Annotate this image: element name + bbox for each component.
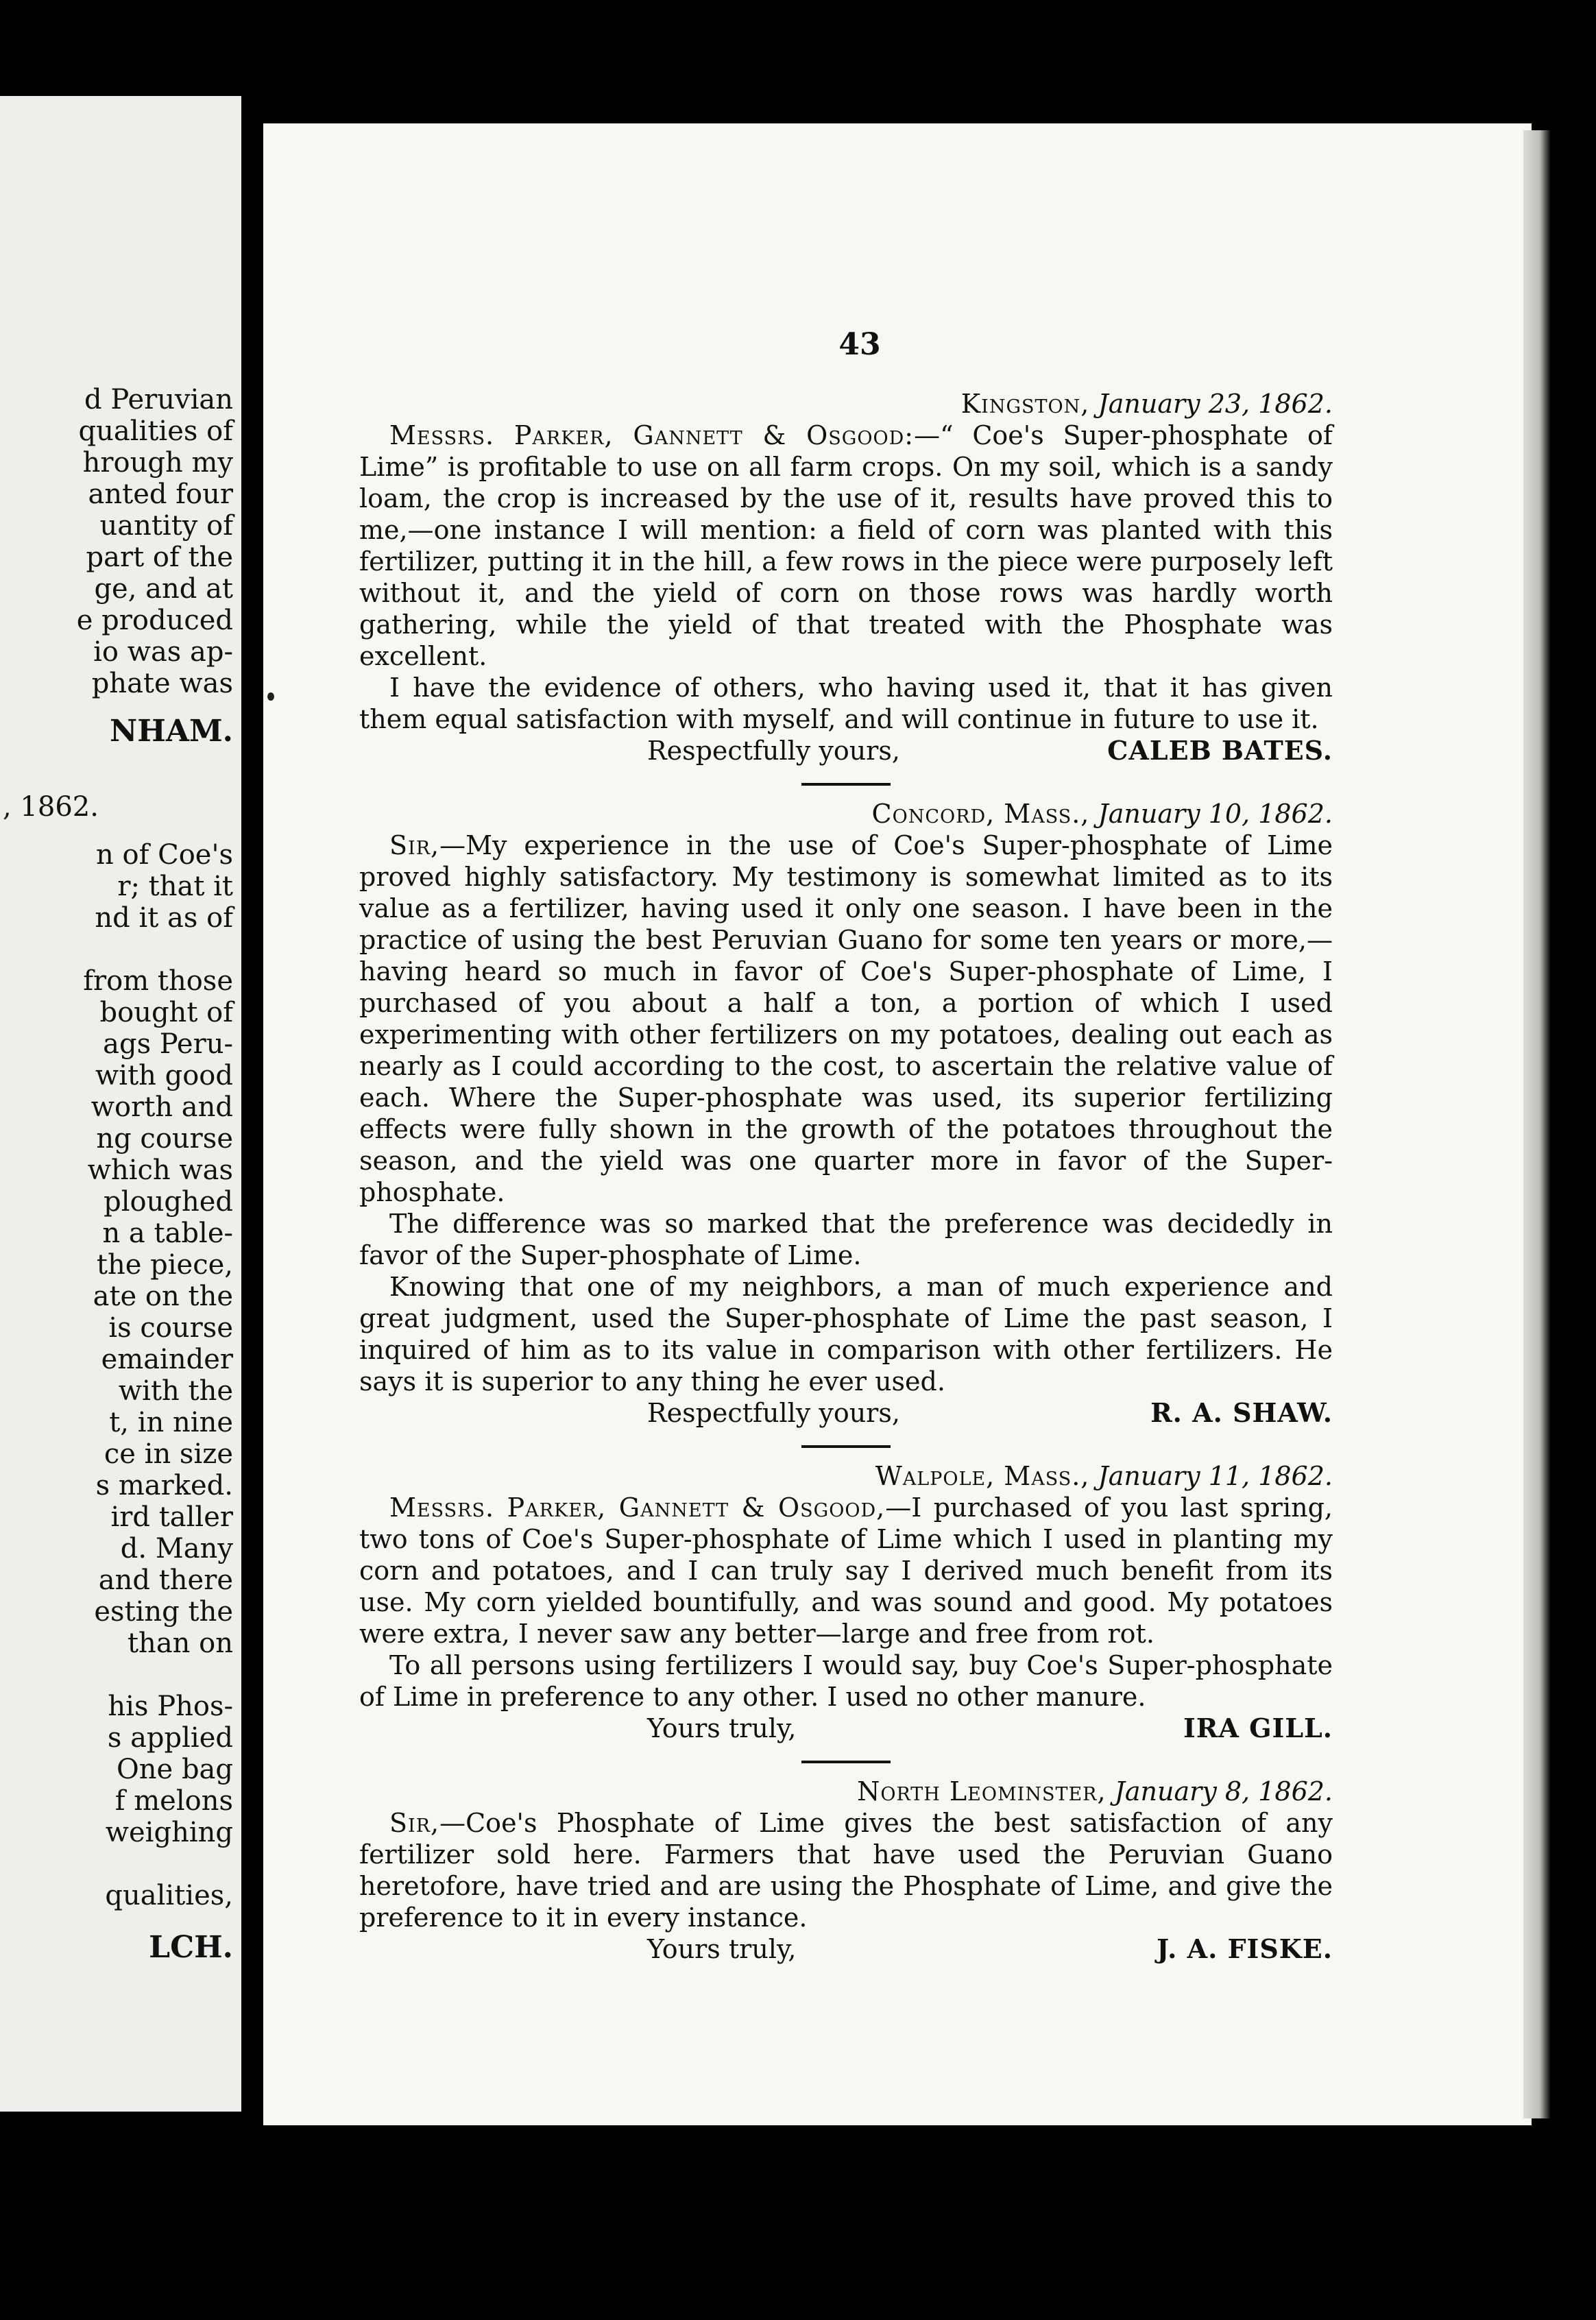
- letter-text: —My experience in the use of Coe's Super-phosphate of Lime proved highly satisfactory. My testimony is somewhat limited as to its value as a fertilizer, having used it only one season. I have been in the practice of using the best Peruvian Guano for some ten years or more,—having heard so much in favor of Coe's Super-phosphate of Lime, I purchased of you about a half a ton, a portion of which I used experimenting with other fertilizers on my potatoes, dealing out each as nearly as I could according to the cost, to ascertain the relative value of each. Where the Super-phosphate was used, its superior fertilizing effects were fully shown in the growth of the potatoes throughout the season, and the yield was one quarter more in favor of the Super-phosphate.: [359, 830, 1333, 1207]
- letter-paragraph: [359, 1807, 1333, 1933]
- left-line: ird taller: [110, 1501, 233, 1533]
- left-line: ags Peru-: [103, 1028, 233, 1060]
- letter-paragraph: The difference was so marked that the preference was decidedly in favor of the Super-phosphate of Lime.: [359, 1209, 1333, 1270]
- left-line: the piece,: [96, 1249, 233, 1281]
- page-number: 43: [838, 327, 881, 362]
- left-line: ploughed: [104, 1186, 233, 1218]
- left-line: n a table-: [102, 1218, 233, 1249]
- letter-paragraph: To all persons using fertilizers I would say, buy Coe's Super-phosphate of Lime in preference to any other. I used no other manure.: [359, 1650, 1333, 1712]
- left-signature: LCH.: [149, 1930, 233, 1965]
- section-divider: [801, 783, 891, 786]
- letter-dateline: [359, 388, 1333, 420]
- left-line: phate was: [91, 668, 233, 699]
- letter-kingston: [359, 388, 1333, 766]
- letter-signature: IRA GILL.: [1183, 1713, 1333, 1743]
- left-line: with the: [118, 1375, 233, 1407]
- left-line: f melons: [114, 1785, 233, 1817]
- left-line: emainder: [101, 1344, 233, 1375]
- left-line: e produced: [76, 605, 233, 636]
- left-date-fragment: , 1862.: [3, 791, 99, 823]
- letter-place: Concord, Mass.,: [871, 799, 1090, 829]
- left-line: [0, 1848, 233, 1880]
- letter-date: January 11, 1862.: [1098, 1461, 1333, 1491]
- letter-paragraph: Knowing that one of my neighbors, a man of much experience and great judgment, used the Super-phosphate of Lime the past season, I inquired of him as to its value in comparison with other fertilizers. He says it is superior to any thing he ever used.: [359, 1272, 1333, 1397]
- page: [263, 123, 1532, 2125]
- letter-concord: [359, 798, 1333, 1429]
- left-line: uantity of: [99, 510, 233, 542]
- left-line: with good: [95, 1060, 233, 1091]
- left-line: ce in size: [104, 1438, 233, 1470]
- letter-closing: Respectfully yours,: [647, 1398, 900, 1428]
- left-line: weighing: [105, 1817, 233, 1848]
- left-line: is course: [108, 1312, 233, 1344]
- left-line: ate on the: [93, 1281, 233, 1312]
- left-line: nd it as of: [95, 902, 233, 934]
- left-line: [0, 934, 233, 965]
- letter-north-leominster: [359, 1776, 1333, 1965]
- letter-closing: Respectfully yours,: [647, 736, 900, 766]
- letter-walpole: [359, 1460, 1333, 1744]
- letter-text: —Coe's Phosphate of Lime gives the best satisfaction of any fertilizer sold here. Farmers that have used the Peruvian Guano heretofore, have tried and are using the Phosphate of Lime, and give the preference to it in every instance.: [359, 1808, 1333, 1933]
- left-line: than on: [127, 1628, 233, 1659]
- left-line: and there: [98, 1564, 233, 1596]
- left-line: d. Many: [120, 1533, 233, 1564]
- page-content: [359, 329, 1333, 1965]
- left-line: s applied: [107, 1722, 233, 1754]
- letter-signature: R. A. SHAW.: [1150, 1397, 1333, 1428]
- left-line: bought of: [99, 997, 233, 1028]
- letter-signoff: [359, 1713, 1333, 1744]
- letter-salutation: Sir,: [389, 1808, 440, 1838]
- letter-signature: J. A. FISKE.: [1157, 1933, 1333, 1964]
- letter-paragraph: [359, 1492, 1333, 1650]
- letter-date: January 10, 1862.: [1098, 799, 1333, 829]
- letter-place: Walpole, Mass.,: [875, 1461, 1090, 1491]
- letter-text: —“ Coe's Super-phosphate of Lime” is profitable to use on all farm crops. On my soil, which is a sandy loam, the crop is increased by the use of it, results have proved this to me,—one instance I will mention: a field of corn was planted with this fertilizer, putting it in the hill, a few rows in the piece were purposely left without it, and the yield of corn on those rows was hardly worth gathering, while the yield of that treated with the Phosphate was excellent.: [359, 420, 1333, 671]
- previous-page-fragment: [0, 96, 241, 2112]
- letter-signoff: [359, 735, 1333, 766]
- letter-paragraph: [359, 420, 1333, 672]
- letter-signoff: [359, 1933, 1333, 1965]
- letter-date: January 23, 1862.: [1098, 389, 1333, 419]
- left-line: r; that it: [117, 871, 233, 902]
- left-line: worth and: [90, 1091, 233, 1123]
- left-line: s marked.: [95, 1470, 233, 1501]
- page-edge: [1523, 130, 1551, 2118]
- letter-salutation: Messrs. Parker, Gannett & Osgood,: [389, 1493, 886, 1523]
- left-line: io was ap-: [93, 636, 233, 668]
- left-line: t, in nine: [109, 1407, 233, 1438]
- left-line: [0, 1659, 233, 1691]
- left-text-column-top: [0, 384, 233, 1963]
- letter-dateline: [359, 1460, 1333, 1492]
- left-line: qualities of: [78, 415, 233, 447]
- left-line: which was: [87, 1155, 233, 1186]
- letter-dateline: [359, 1776, 1333, 1807]
- left-line: ng course: [96, 1123, 233, 1155]
- letter-salutation: Messrs. Parker, Gannett & Osgood:: [389, 420, 915, 450]
- letter-paragraph: I have the evidence of others, who having used it, that it has given them equal satisfaction with myself, and will continue in future to use it.: [359, 673, 1333, 734]
- left-signature: NHAM.: [110, 714, 233, 749]
- left-line: part of the: [86, 542, 233, 573]
- left-line: n of Coe's: [96, 839, 233, 871]
- letter-place: North Leominster,: [857, 1776, 1107, 1807]
- section-divider: [801, 1761, 891, 1763]
- letter-signoff: [359, 1397, 1333, 1429]
- page-gutter: [255, 123, 263, 2112]
- letter-paragraph: [359, 830, 1333, 1208]
- left-line: from those: [83, 965, 233, 997]
- letter-closing: Yours truly,: [647, 1713, 797, 1743]
- left-line: d Peruvian: [84, 384, 233, 415]
- section-divider: [801, 1445, 891, 1448]
- letter-signature: CALEB BATES.: [1107, 735, 1333, 766]
- letter-text: —I purchased of you last spring, two tons of Coe's Super-phosphate of Lime which I used in planting my corn and potatoes, and I can truly say I derived much benefit from its use. My corn yielded bountifully, and was sound and good. My potatoes were extra, I never saw any better—large and free from rot.: [359, 1493, 1333, 1649]
- letter-place: Kingston,: [960, 389, 1090, 419]
- left-line: his Phos-: [108, 1691, 233, 1722]
- letter-dateline: [359, 798, 1333, 830]
- left-line: anted four: [88, 479, 233, 510]
- letter-date: January 8, 1862.: [1114, 1776, 1333, 1807]
- ink-speck: [267, 692, 274, 701]
- left-line: qualities,: [105, 1880, 233, 1911]
- left-line: hrough my: [82, 447, 233, 479]
- left-line: ge, and at: [94, 573, 233, 605]
- letter-salutation: Sir,: [389, 830, 440, 860]
- letter-closing: Yours truly,: [647, 1934, 797, 1964]
- left-line: esting the: [94, 1596, 233, 1628]
- left-line: One bag: [117, 1754, 233, 1785]
